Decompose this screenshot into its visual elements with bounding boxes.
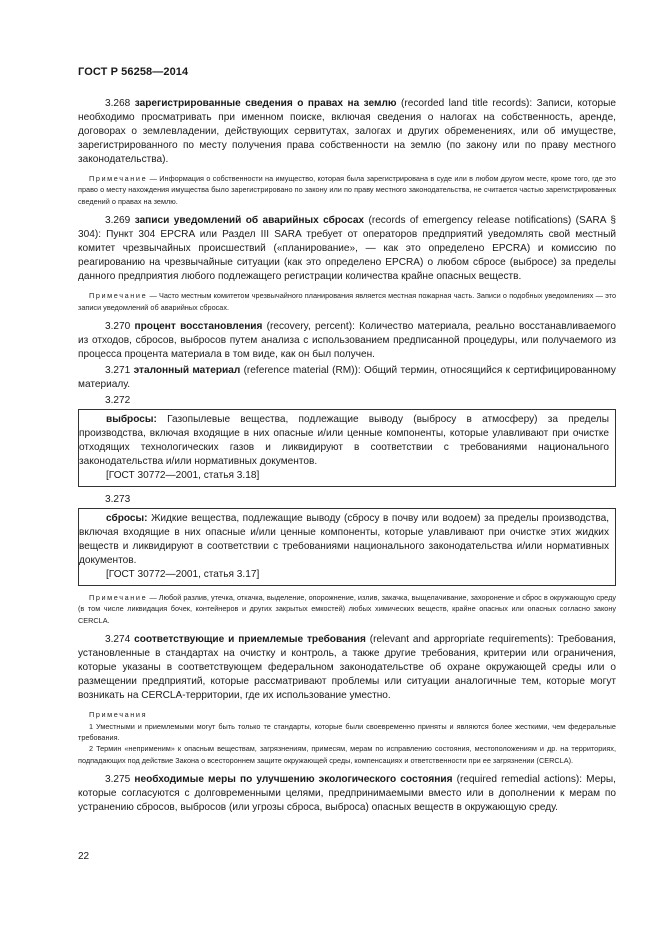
term-box-3-273 [78, 508, 616, 586]
term-title: зарегистрированные сведения о правах на землю [134, 98, 397, 109]
term-number: 3.268 [105, 98, 131, 109]
page-number: 22 [78, 851, 90, 862]
term-3-272 [79, 413, 609, 469]
term-definition: Газопылевые вещества, подлежащие выводу (выбросу в атмосферу) за пределы производства, включая входящие в них опасные и/или ценные компоненты, которые улавливают при очистке отходящих технологических газов и ликвидируют в соответствии с требованиями национального законодательства и/или нормативных документов. [79, 414, 609, 468]
term-3-271 [78, 364, 616, 392]
term-title: эталонный материал [133, 365, 241, 377]
term-title: процент восстановления [134, 321, 263, 333]
note-item-1: 1 Уместными и приемлемыми могут быть только те стандарты, которые были своевременно приняты и являются более жесткими, чем федеральные требования. [78, 721, 616, 743]
note-3-269 [78, 290, 616, 313]
term-definition: (recorded land title records): Записи, которые необходимо просматривать при именном поиске, включая сведения о налогах на собственность, аренде, договорах о землевладении, действующих сервитутах, залогах и других обременениях, или об имуществе, зарегистрированного по месту получения права собственности на землю (по закону или по праву местного законодательства). [78, 98, 616, 165]
document-body [78, 97, 616, 821]
term-box-3-272 [78, 409, 616, 487]
term-definition: (recovery, percent): Количество материала, реально восстанавливаемого из отходов, сбросов, выбросов путем анализа с использованием предписанной процедуры, или получаемого из процесса процента материала в том виде, как он был получен. [78, 321, 616, 361]
term-number: 3.269 [105, 215, 131, 227]
term-definition: (records of emergency release notifications) (SARA § 304): Пункт 304 EPCRA или Раздел III SARA требует от операторов предприятий уведомлять свой местный комитет чрезвычайных происшествий («планирование», — как это определено EPCRA) и комиссию по реагированию на чрезвычайные ситуации (как это определено EPCRA) о любом сбросе (выбросе) за пределы данного предприятия любого подлежащего регистрации количества крайне опасных веществ. [78, 215, 616, 283]
term-3-269 [78, 214, 616, 284]
note-item-2: 2 Термин «неприменим» к опасным веществам, загрязнениям, примесям, мерам по исправлению состояния, местоположениям и др. на территориях, подпадающих под действие Закона о всестороннем защите окружающей среды, компенсациях и ответственности при ее загрязнении (CERCLA). [78, 744, 616, 765]
term-title: выбросы: [106, 414, 157, 426]
term-title: соответствующие и приемлемые требования [134, 634, 366, 646]
term-title: необходимые меры по улучшению экологического состояния [134, 774, 453, 786]
term-3-275 [78, 773, 616, 815]
note-text: — Информация о собственности на имущество, которая была зарегистрирована в суде или в любом другом месте, кроме того, где это право о месту нахождения имущества было зарегистрировано по закону или по праву местного законодательства, не считается частью зарегистрированных сведений о правах на землю. [78, 174, 616, 206]
note-label: Примечание [89, 291, 148, 301]
term-number: 3.271 [105, 365, 131, 377]
term-3-268 [78, 97, 616, 167]
term-number: 3.270 [105, 321, 131, 333]
term-3-274 [78, 633, 616, 703]
term-source: [ГОСТ 30772—2001, статья 3.17] [106, 569, 260, 581]
term-number-3-272: 3.272 [105, 395, 131, 407]
term-title: записи уведомлений об аварийных сбросах [134, 215, 365, 227]
note-3-273 [78, 592, 616, 626]
document-header: ГОСТ Р 56258—2014 [78, 66, 189, 78]
note-3-268 [78, 173, 616, 207]
note-label: Примечание [89, 593, 148, 603]
term-source: [ГОСТ 30772—2001, статья 3.18] [106, 470, 260, 482]
term-number: 3.275 [105, 774, 131, 786]
note-text: — Часто местным комитетом чрезвычайного планирования является местная пожарная часть. Записи о подобных уведомлениях — это записи уведомлений об аварийных сбросах. [78, 291, 616, 312]
term-definition: (reference material (RM)): Общий термин, относящийся к сертифицированному материалу. [78, 365, 616, 391]
term-3-273 [79, 512, 609, 568]
term-definition: Жидкие вещества, подлежащие выводу (сбросу в почву или водоем) за пределы производства, включая входящие в них опасные и/или ценные компоненты, которые улавливают при очистке этих жидких веществ и ликвидируют в соответствии с требованиями национального законодательства и/или нормативных документов. [79, 513, 610, 567]
term-number-3-273: 3.273 [105, 494, 131, 506]
term-3-270 [78, 320, 616, 362]
note-text: — Любой разлив, утечка, откачка, выделение, опорожнение, излив, закачка, выщелачивание, захоронение и сброс в окружающую среду (в том числе ликвидация бочек, контейнеров и других закрытых емкостей) любых химических веществ, крайне опасных или опасных согласно закону CERCLA. [78, 593, 616, 625]
term-definition: (relevant and appropriate requirements): Требования, установленные в стандартах на очистку и контроль, а также другие требования, критерии или ограничения, которые указаны в соответствующем федеральном законодательстве об охране окружающей среды или о размещении предприятий, которые рассматривают проблемы или ситуации аналогичные тем, которые могут возникать на CERCLA-территории, где их использование уместно. [78, 634, 616, 702]
term-definition: (required remedial actions): Меры, которые согласуются с долговременными целями, предпринимаемыми вместо или в дополнении к мерам по устранению сбросов, выбросов (или угрозы сброса, выброса) опасных веществ в окружающую среду. [78, 774, 616, 814]
term-number: 3.274 [105, 634, 131, 646]
notes-title-3-274: Примечания [89, 710, 148, 720]
note-label: Примечание [89, 174, 148, 183]
term-title: сбросы: [106, 513, 148, 525]
